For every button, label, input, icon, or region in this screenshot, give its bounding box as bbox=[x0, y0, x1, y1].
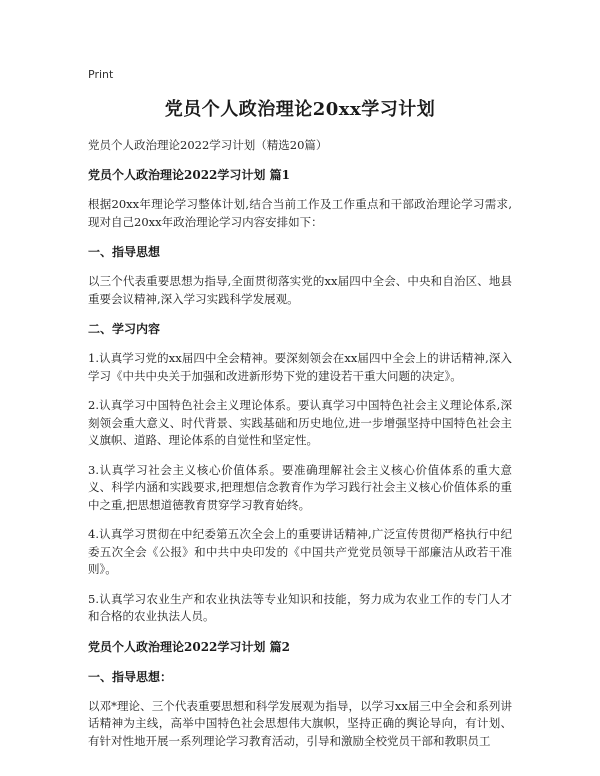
list-item: 5.认真学习农业生产和农业执法等专业知识和技能，努力成为农业工作的专门人才和合格的农业执法人员。 bbox=[88, 591, 512, 623]
list-item: 1.认真学习党的xx届四中全会精神。要深刻领会在xx届四中全会上的讲话精神,深入学习《中共中央关于加强和改进新形势下党的建设若干重大问题的决定》。 bbox=[88, 351, 512, 383]
piece2-heading: 党员个人政治理论2022学习计划 篇2 bbox=[88, 639, 290, 654]
piece1-section2-heading: 二、学习内容 bbox=[88, 322, 161, 336]
piece2-section1-text: 以邓*理论、三个代表重要思想和科学发展观为指导，以学习xx届三中全会和系列讲话精神为主线，高举中国特色社会思想伟大旗帜，坚持正确的舆论导向，有计划、有针对性地开展一系列理论学习教育活动，引导和激励全校党员干部和教职员工 bbox=[88, 698, 512, 748]
piece2-section1-heading: 一、指导思想： bbox=[88, 669, 173, 684]
list-item: 3.认真学习社会主义核心价值体系。要准确理解社会主义核心价值体系的重大意义、科学内涵和实践要求,把理想信念教育作为学习践行社会主义核心价值体系的重中之重,把思想道德教育贯穿学习教育始终。 bbox=[88, 462, 512, 512]
piece1-intro: 根据20xx年理论学习整体计划,结合当前工作及工作重点和干部政治理论学习需求,现对自己20xx年政治理论学习内容安排如下： bbox=[88, 197, 512, 229]
list-item: 4.认真学习贯彻在中纪委第五次全会上的重要讲话精神,广泛宣传贯彻严格执行中纪委五次全会《公报》和中共中央印发的《中国共产党党员领导干部廉洁从政若干准则》。 bbox=[88, 527, 512, 576]
piece1-section1-text: 以三个代表重要思想为指导,全面贯彻落实党的xx届四中全会、中央和自治区、地县重要会议精神,深入学习实践科学发展观。 bbox=[88, 274, 512, 306]
document-title: 党员个人政治理论20xx学习计划 bbox=[164, 99, 436, 120]
document-subtitle: 党员个人政治理论2022学习计划（精选20篇） bbox=[88, 138, 328, 152]
piece1-section1-heading: 一、指导思想 bbox=[88, 245, 161, 259]
piece1-heading: 党员个人政治理论2022学习计划 篇1 bbox=[88, 168, 290, 182]
list-item: 2.认真学习中国特色社会主义理论体系。要认真学习中国特色社会主义理论体系,深刻领会重大意义、时代背景、实践基础和历史地位,进一步增强坚持中国特色社会主义旗帜、道路、理论体系的自觉性和坚定性。 bbox=[88, 398, 512, 447]
print-label[interactable]: Print bbox=[88, 68, 114, 81]
